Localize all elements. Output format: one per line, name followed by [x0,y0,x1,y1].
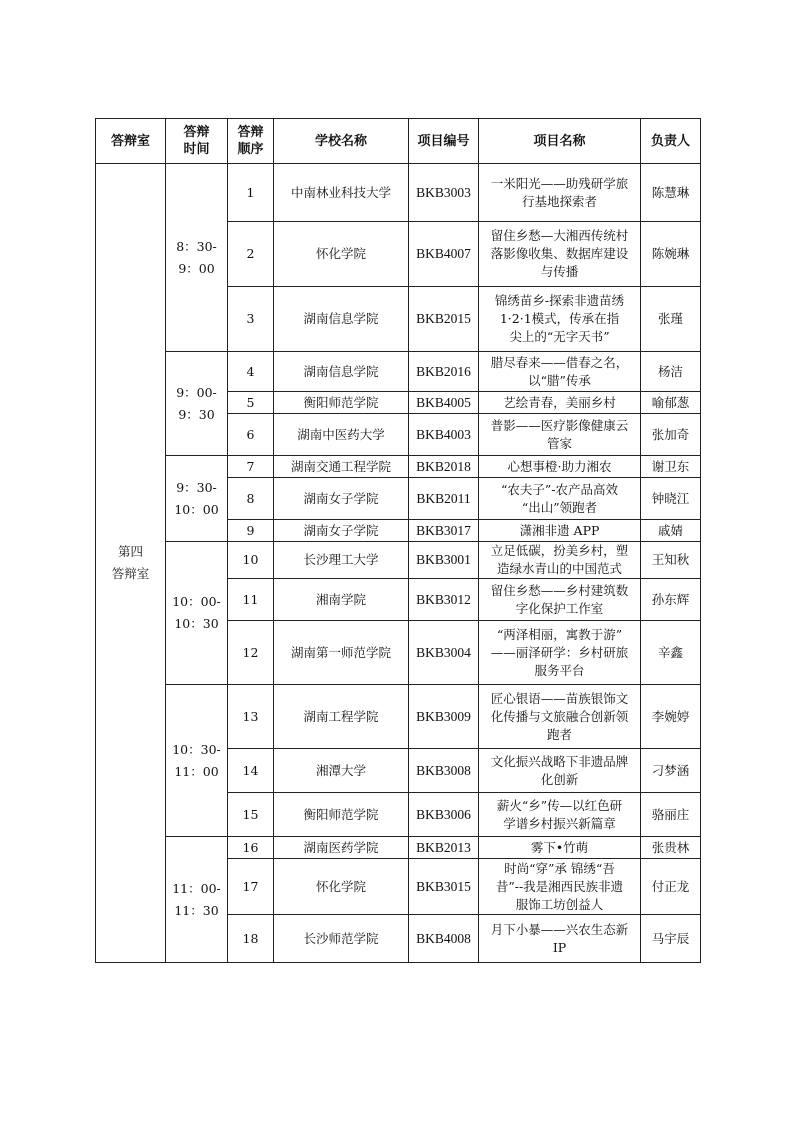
time-slot-cell: 10：30- 11：00 [166,685,228,837]
school-cell: 湖南女子学院 [274,520,409,542]
school-cell: 湘潭大学 [274,749,409,793]
table-row [96,685,701,749]
order-cell: 10 [228,542,274,579]
order-cell: 4 [228,352,274,392]
leader-cell: 张瑾 [641,287,701,352]
school-cell: 湖南医药学院 [274,837,409,859]
code-cell: BKB3001 [409,542,479,579]
school-cell: 湖南信息学院 [274,352,409,392]
project-name-cell: 艺绘青春，美丽乡村 [479,392,641,414]
order-cell: 17 [228,859,274,915]
leader-cell: 钟晓江 [641,478,701,520]
leader-cell: 张加奇 [641,414,701,456]
order-cell: 9 [228,520,274,542]
table-row [96,456,701,478]
school-cell: 湖南交通工程学院 [274,456,409,478]
code-cell: BKB3015 [409,859,479,915]
code-cell: BKB3017 [409,520,479,542]
project-name-cell: 锦绣苗乡-探索非遗苗绣 1·2·1模式，传承在指 尖上的“无字天书” [479,287,641,352]
project-name-cell: 雾下•竹萌 [479,837,641,859]
time-slot-cell: 10：00- 10：30 [166,542,228,685]
header-order: 答辩 顺序 [228,119,274,164]
room-cell: 第四 答辩室 [96,164,166,963]
time-slot-cell: 8：30- 9：00 [166,164,228,352]
school-cell: 中南林业科技大学 [274,164,409,222]
code-cell: BKB2015 [409,287,479,352]
leader-cell: 杨洁 [641,352,701,392]
defense-schedule-table [95,118,701,963]
leader-cell: 马宇辰 [641,915,701,963]
order-cell: 6 [228,414,274,456]
order-cell: 13 [228,685,274,749]
order-cell: 18 [228,915,274,963]
project-name-cell: 时尚“穿”承 锦绣“吾 昔”--我是湘西民族非遗 服饰工坊创益人 [479,859,641,915]
header-name: 项目名称 [479,119,641,164]
table-row [96,164,701,222]
leader-cell: 刁梦涵 [641,749,701,793]
code-cell: BKB4007 [409,222,479,287]
school-cell: 湖南女子学院 [274,478,409,520]
project-name-cell: 腊尽春来——借春之名， 以“腊”传承 [479,352,641,392]
leader-cell: 孙东辉 [641,579,701,621]
school-cell: 衡阳师范学院 [274,392,409,414]
leader-cell: 喻郁葱 [641,392,701,414]
project-name-cell: 潇湘非遗 APP [479,520,641,542]
code-cell: BKB3008 [409,749,479,793]
code-cell: BKB2018 [409,456,479,478]
time-slot-cell: 11：00- 11：30 [166,837,228,963]
leader-cell: 陈婉琳 [641,222,701,287]
order-cell: 14 [228,749,274,793]
header-leader: 负责人 [641,119,701,164]
code-cell: BKB3009 [409,685,479,749]
project-name-cell: 留住乡愁—大湘西传统村 落影像收集、数据库建设 与传播 [479,222,641,287]
school-cell: 湖南第一师范学院 [274,621,409,685]
project-name-cell: 薪火“乡”传—以红色研 学谱乡村振兴新篇章 [479,793,641,837]
order-cell: 7 [228,456,274,478]
header-school: 学校名称 [274,119,409,164]
code-cell: BKB3012 [409,579,479,621]
leader-cell: 骆丽庄 [641,793,701,837]
code-cell: BKB4003 [409,414,479,456]
code-cell: BKB3006 [409,793,479,837]
school-cell: 长沙师范学院 [274,915,409,963]
table-row [96,542,701,579]
school-cell: 衡阳师范学院 [274,793,409,837]
code-cell: BKB3003 [409,164,479,222]
leader-cell: 李婉婷 [641,685,701,749]
order-cell: 3 [228,287,274,352]
header-room: 答辩室 [96,119,166,164]
code-cell: BKB3004 [409,621,479,685]
order-cell: 15 [228,793,274,837]
school-cell: 湖南信息学院 [274,287,409,352]
header-row [96,119,701,164]
leader-cell: 戚婧 [641,520,701,542]
school-cell: 湖南中医药大学 [274,414,409,456]
project-name-cell: “两泽相丽，寓教于游” ——丽泽研学：乡村研旅 服务平台 [479,621,641,685]
leader-cell: 陈慧琳 [641,164,701,222]
header-time: 答辩 时间 [166,119,228,164]
project-name-cell: 心想事橙·助力湘农 [479,456,641,478]
order-cell: 2 [228,222,274,287]
code-cell: BKB2013 [409,837,479,859]
order-cell: 8 [228,478,274,520]
leader-cell: 张贵林 [641,837,701,859]
project-name-cell: 月下小暴——兴农生态新 IP [479,915,641,963]
school-cell: 怀化学院 [274,222,409,287]
order-cell: 11 [228,579,274,621]
time-slot-cell: 9：00- 9：30 [166,352,228,456]
school-cell: 湖南工程学院 [274,685,409,749]
time-slot-cell: 9：30- 10：00 [166,456,228,542]
leader-cell: 付正龙 [641,859,701,915]
leader-cell: 王知秋 [641,542,701,579]
leader-cell: 辛鑫 [641,621,701,685]
header-code: 项目编号 [409,119,479,164]
project-name-cell: 立足低碳，扮美乡村，塑 造绿水青山的中国范式 [479,542,641,579]
code-cell: BKB2016 [409,352,479,392]
school-cell: 长沙理工大学 [274,542,409,579]
code-cell: BKB4005 [409,392,479,414]
table-row [96,837,701,859]
code-cell: BKB4008 [409,915,479,963]
order-cell: 16 [228,837,274,859]
project-name-cell: 留住乡愁——乡村建筑数 字化保护工作室 [479,579,641,621]
project-name-cell: “农夫子”-农产品高效 “出山”领跑者 [479,478,641,520]
project-name-cell: 普影——医疗影像健康云 管家 [479,414,641,456]
code-cell: BKB2011 [409,478,479,520]
order-cell: 5 [228,392,274,414]
order-cell: 12 [228,621,274,685]
project-name-cell: 一米阳光——助残研学旅 行基地探索者 [479,164,641,222]
project-name-cell: 匠心银语——苗族银饰文 化传播与文旅融合创新领 跑者 [479,685,641,749]
order-cell: 1 [228,164,274,222]
school-cell: 怀化学院 [274,859,409,915]
project-name-cell: 文化振兴战略下非遗品牌 化创新 [479,749,641,793]
leader-cell: 谢卫东 [641,456,701,478]
table-row [96,352,701,392]
school-cell: 湘南学院 [274,579,409,621]
